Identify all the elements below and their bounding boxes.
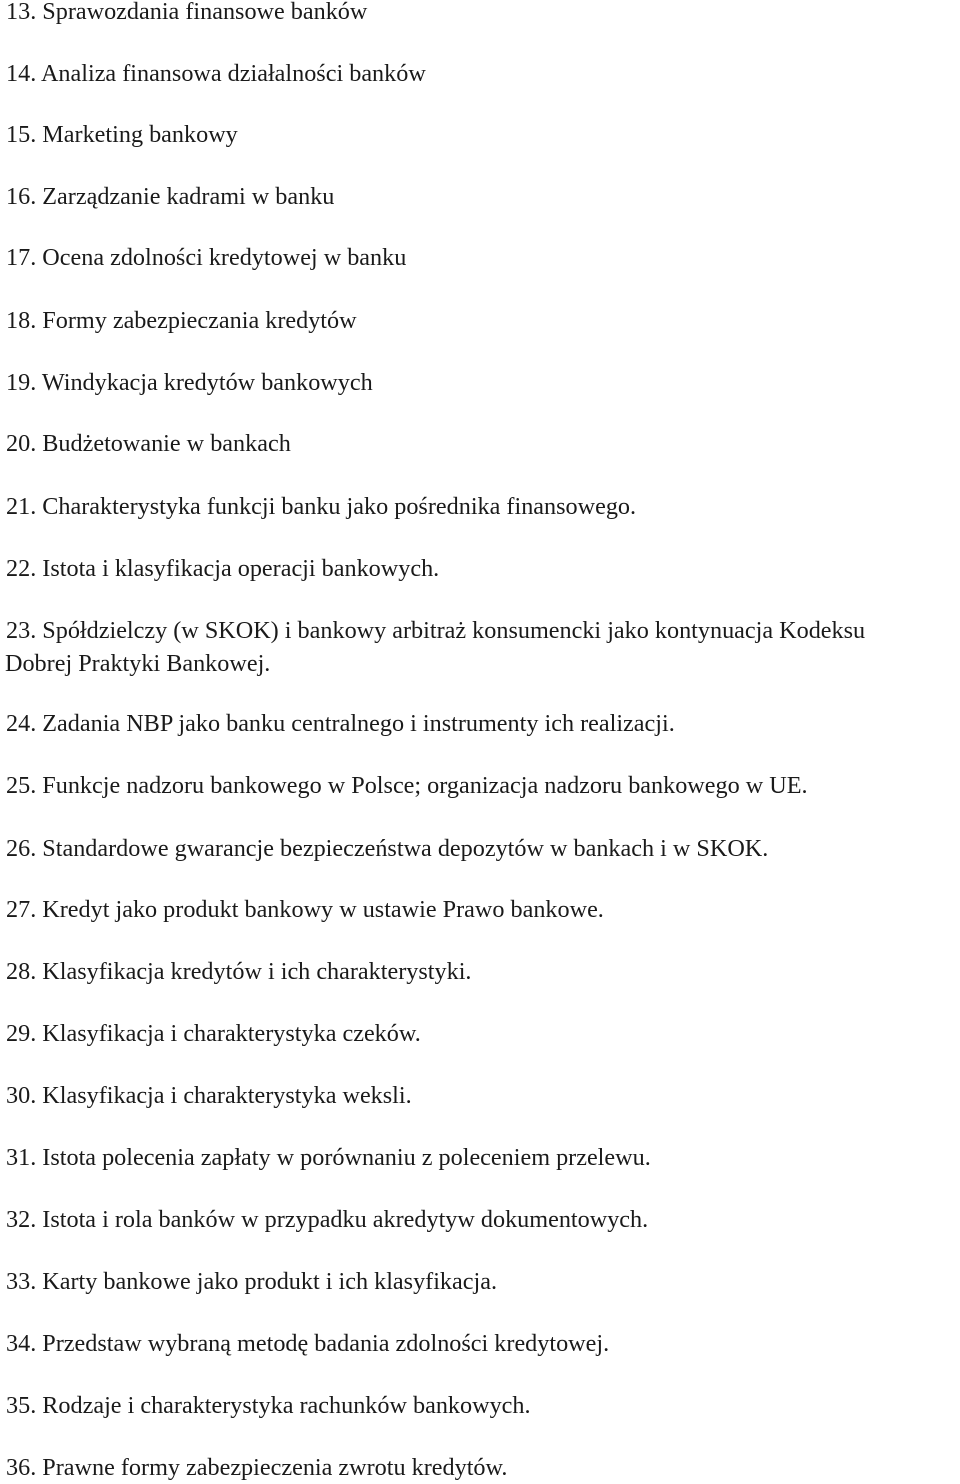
item-number: 13. [6, 0, 37, 25]
list-item [6, 1265, 960, 1298]
list-item [6, 490, 960, 523]
list-item [6, 1079, 960, 1112]
item-text: Ocena zdolności kredytowej w banku [42, 244, 407, 271]
item-text: Funkcje nadzoru bankowego w Polsce; organizacja nadzoru bankowego w UE. [42, 772, 808, 799]
list-item [6, 366, 960, 399]
item-number: 29. [6, 1020, 37, 1047]
item-text: Istota i klasyfikacja operacji bankowych. [42, 555, 440, 582]
item-text: Istota i rola banków w przypadku akredytyw dokumentowych. [42, 1206, 649, 1233]
item-text: Zadania NBP jako banku centralnego i instrumenty ich realizacji. [42, 710, 675, 737]
item-text: Zarządzanie kadrami w banku [42, 183, 335, 210]
item-text: Karty bankowe jako produkt i ich klasyfikacja. [42, 1268, 498, 1295]
list-item [6, 0, 960, 28]
item-number: 24. [6, 710, 37, 737]
item-number: 20. [6, 430, 37, 457]
item-text: Spółdzielczy (w SKOK) i bankowy arbitraż konsumencki jako kontynuacja Kodeksu [42, 617, 866, 644]
list-item [6, 57, 960, 90]
list-item [6, 1451, 960, 1484]
item-number: 32. [6, 1206, 37, 1233]
item-text: Analiza finansowa działalności banków [40, 60, 426, 87]
item-number: 33. [6, 1268, 37, 1295]
item-number: 23. [6, 617, 37, 644]
list-item [6, 241, 960, 274]
list-item [6, 893, 960, 926]
item-number: 14. [6, 60, 37, 87]
item-number: 36. [6, 1454, 37, 1481]
item-text: Klasyfikacja i charakterystyka weksli. [42, 1082, 412, 1109]
list-item [6, 118, 960, 151]
item-text: Budżetowanie w bankach [42, 430, 291, 457]
item-text: Rodzaje i charakterystyka rachunków bankowych. [42, 1392, 531, 1419]
item-number: 19. [6, 369, 37, 396]
item-text: Standardowe gwarancje bezpieczeństwa depozytów w bankach i w SKOK. [42, 835, 769, 862]
item-text: Kredyt jako produkt bankowy w ustawie Prawo bankowe. [42, 896, 604, 923]
item-text: Charakterystyka funkcji banku jako pośrednika finansowego. [42, 493, 637, 520]
list-item [6, 832, 960, 865]
list-item [6, 1203, 960, 1236]
item-number: 22. [6, 555, 37, 582]
list-item [6, 1017, 960, 1050]
item-number: 35. [6, 1392, 37, 1419]
item-number: 17. [6, 244, 37, 271]
list-item [6, 1141, 960, 1174]
item-text: Przedstaw wybraną metodę badania zdolności kredytowej. [42, 1330, 610, 1357]
item-text: Windykacja kredytów bankowych [41, 369, 373, 396]
item-number: 25. [6, 772, 37, 799]
item-number: 28. [6, 958, 37, 985]
list-item [6, 1389, 960, 1422]
list-item [6, 614, 958, 680]
item-text: Sprawozdania finansowe banków [42, 0, 368, 25]
item-text-continued: Dobrej Praktyki Bankowej. [5, 650, 271, 677]
list-item [6, 180, 960, 213]
item-text: Klasyfikacja i charakterystyka czeków. [42, 1020, 421, 1047]
item-text: Prawne formy zabezpieczenia zwrotu kredytów. [42, 1454, 508, 1481]
list-item [6, 769, 960, 802]
item-number: 21. [6, 493, 37, 520]
item-text: Klasyfikacja kredytów i ich charakterystyki. [42, 958, 472, 985]
item-number: 34. [6, 1330, 37, 1357]
list-item [6, 1327, 960, 1360]
item-text: Formy zabezpieczania kredytów [42, 307, 357, 334]
item-number: 15. [6, 121, 37, 148]
list-item [6, 552, 960, 585]
item-number: 26. [6, 835, 37, 862]
item-number: 31. [6, 1144, 37, 1171]
item-text: Marketing bankowy [42, 121, 238, 148]
list-item [6, 427, 960, 460]
list-item [6, 707, 960, 740]
item-number: 18. [6, 307, 37, 334]
list-item [6, 304, 960, 337]
item-number: 27. [6, 896, 37, 923]
list-item [6, 955, 960, 988]
item-number: 30. [6, 1082, 37, 1109]
item-number: 16. [6, 183, 37, 210]
item-text: Istota polecenia zapłaty w porównaniu z poleceniem przelewu. [42, 1144, 651, 1171]
